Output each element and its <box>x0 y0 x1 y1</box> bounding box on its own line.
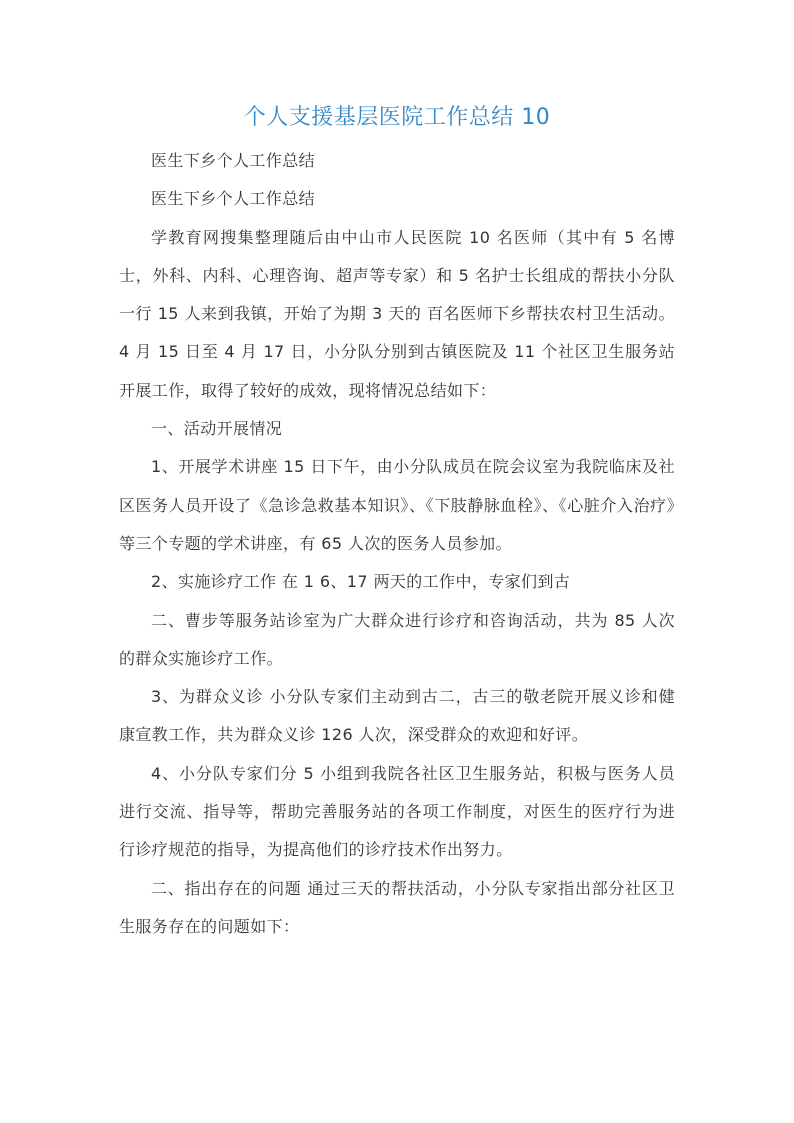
section-heading-problems: 二、指出存在的问题 通过三天的帮扶活动，小分队专家指出部分社区卫生服务存在的问题如下： <box>119 878 675 936</box>
paragraph-subtitle-1: 医生下乡个人工作总结 <box>151 151 316 170</box>
paragraph-station-guidance: 4、小分队专家们分 5 小组到我院各社区卫生服务站，积极与医务人员进行交流、指导等，帮助完善服务站的各项工作制度，对医生的医疗行为进行诊疗规范的指导，为提高他们的诊疗技术作出努力。 <box>119 763 675 860</box>
paragraph-clinical-work: 2、实施诊疗工作 在 1 6、17 两天的工作中，专家们到古 <box>151 572 571 592</box>
paragraph-intro: 学教育网搜集整理随后由中山市人民医院 10 名医师（其中有 5 名博士，外科、内科、心理咨询、超声等专家）和 5 名护士长组成的帮扶小分队一行 15 人来到我镇，开始了为期 3 天的 百名医师下乡帮扶农村卫生活动。4 月 15 日至 4 月 17 日，小分队分别到古镇医院及 11 个社区卫生服务站开展工作，取得了较好的成效，现将情况总结如下： <box>119 227 675 400</box>
section-heading-activities: 一、活动开展情况 <box>151 419 283 439</box>
paragraph-subtitle-2: 医生下乡个人工作总结 <box>151 189 316 209</box>
document-title: 个人支援基层医院工作总结 10 <box>243 105 551 130</box>
paragraph-free-clinic: 3、为群众义诊 小分队专家们主动到古二，古三的敬老院开展义诊和健康宣教工作，共为群众义诊 126 人次，深受群众的欢迎和好评。 <box>119 687 675 745</box>
document-body <box>119 142 675 946</box>
paragraph-academic-lectures: 1、开展学术讲座 15 日下午，由小分队成员在院会议室为我院临床及社区医务人员开设了《急诊急救基本知识》、《下肢静脉血栓》、《心脏介入治疗》等三个专题的学术讲座，有 65 人次的医务人员参加。 <box>119 457 675 553</box>
paragraph-station-consultation: 二、曹步等服务站诊室为广大群众进行诊疗和咨询活动，共为 85 人次的群众实施诊疗工作。 <box>119 610 675 668</box>
